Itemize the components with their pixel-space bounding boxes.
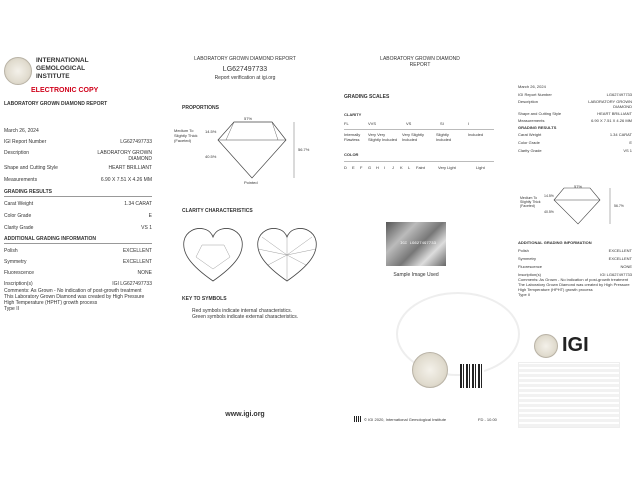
qr-code bbox=[460, 364, 484, 388]
proportions-title: PROPORTIONS bbox=[182, 105, 219, 111]
report-title: LABORATORY GROWN DIAMOND REPORT bbox=[4, 101, 108, 107]
website: www.igi.org bbox=[225, 411, 265, 418]
field-row: IGI Report Number LG627497733 bbox=[518, 92, 632, 97]
card-pavilion-pct: 40.5% bbox=[544, 210, 554, 214]
girdle-label: Medium To Slightly Thick (Faceted) bbox=[174, 128, 198, 143]
info-row: Polish EXCELLENT bbox=[4, 248, 152, 254]
card-logo-text: IGI bbox=[562, 334, 589, 356]
info-row: Inscription(s) IGI LG627497733 bbox=[4, 281, 152, 287]
key-line: Green symbols indicate external characteristics. bbox=[192, 314, 299, 320]
sample-inscription: IGI LG627497733 bbox=[400, 242, 437, 246]
culet-label: Pointed bbox=[244, 180, 258, 185]
color-scale: D E F G H I J K L Faint Very Light Light bbox=[344, 165, 485, 170]
igi-seal-logo bbox=[4, 57, 32, 85]
field-row: Measurements 6.90 X 7.51 X 4.26 MM bbox=[4, 177, 152, 183]
additional-title: ADDITIONAL GRADING INFORMATION bbox=[4, 236, 97, 242]
report-title: LABORATORY GROWN DIAMOND REPORT bbox=[194, 56, 296, 62]
card-girdle-label: Medium To Slightly Thick (Faceted) bbox=[520, 196, 541, 208]
additional-info bbox=[4, 248, 152, 288]
depth-pct: 56.7% bbox=[298, 147, 310, 152]
color-scale-label: COLOR bbox=[344, 152, 359, 157]
info-row: Fluorescence NONE bbox=[518, 264, 632, 269]
grading-results-title: GRADING RESULTS bbox=[4, 189, 52, 195]
grade-row: Clarity Grade VS 1 bbox=[4, 225, 152, 231]
grading-scales-title: GRADING SCALES bbox=[344, 94, 390, 100]
field-row: Shape and Cutting Style HEART BRILLIANT bbox=[518, 111, 632, 116]
field-row: Description LABORATORY GROWN DIAMOND bbox=[4, 150, 152, 162]
scale-rule bbox=[344, 129, 494, 130]
report-card bbox=[518, 78, 634, 428]
scale-rule bbox=[344, 161, 494, 162]
verification-text: Report verification at igi.org bbox=[214, 75, 276, 81]
sample-caption: Sample Image Used bbox=[393, 272, 439, 278]
divider bbox=[4, 196, 152, 197]
barcode bbox=[354, 416, 362, 422]
left-panel bbox=[0, 0, 160, 480]
institute-name: INTERNATIONAL GEMOLOGICAL INSTITUTE bbox=[36, 57, 89, 80]
card-grading-results bbox=[518, 132, 632, 156]
key-line: Red symbols indicate internal characteristics. bbox=[192, 308, 293, 314]
electronic-copy-label: ELECTRONIC COPY bbox=[31, 87, 99, 94]
info-row: Symmetry EXCELLENT bbox=[518, 256, 632, 261]
sample-diamond-image bbox=[386, 222, 446, 266]
field-row: Measurements 6.90 X 7.51 X 4.26 MM bbox=[518, 118, 632, 123]
info-row: Fluorescence NONE bbox=[4, 270, 152, 276]
clarity-scale-label: CLARITY bbox=[344, 112, 362, 117]
key-to-symbols-title: KEY TO SYMBOLS bbox=[182, 296, 227, 302]
clarity-descriptions: Internally Flawless Very Very Slightly Included Very Slightly Included Slightly Included Included bbox=[344, 132, 484, 142]
report-number: LG627497733 bbox=[222, 66, 268, 73]
report-title: LABORATORY GROWN DIAMOND REPORT bbox=[380, 56, 460, 68]
card-igi-seal bbox=[534, 334, 558, 358]
crown-pct: 14.5% bbox=[205, 129, 217, 134]
clarity-title: CLARITY CHARACTERISTICS bbox=[182, 208, 253, 214]
report-fields bbox=[4, 139, 152, 187]
form-code: FD - 10.00 bbox=[478, 417, 497, 422]
right-panel bbox=[340, 0, 510, 480]
report-date: March 26, 2024 bbox=[4, 128, 39, 134]
grade-row: Color Grade E bbox=[4, 213, 152, 219]
seal-of-quality bbox=[412, 352, 448, 388]
card-date: March 26, 2024 bbox=[518, 84, 546, 89]
card-depth-pct: 56.7% bbox=[614, 204, 624, 208]
grade-row: Carat Weight 1.34 CARAT bbox=[518, 132, 632, 137]
field-row: Description LABORATORY GROWN DIAMOND bbox=[518, 99, 632, 109]
card-crown-pct: 14.5% bbox=[544, 194, 554, 198]
middle-panel bbox=[170, 0, 320, 480]
card-additional-info bbox=[518, 248, 632, 280]
field-row: IGI Report Number LG627497733 bbox=[4, 139, 152, 145]
card-table-pct: 57% bbox=[574, 184, 583, 189]
divider bbox=[4, 243, 152, 244]
field-row: Shape and Cutting Style HEART BRILLIANT bbox=[4, 165, 152, 171]
card-fine-print-block bbox=[518, 362, 620, 428]
info-row: Polish EXCELLENT bbox=[518, 248, 632, 253]
grading-results bbox=[4, 201, 152, 235]
table-pct: 57% bbox=[244, 116, 253, 121]
info-row: Symmetry EXCELLENT bbox=[4, 259, 152, 265]
card-additional-title: ADDITIONAL GRADING INFORMATION bbox=[518, 240, 592, 245]
pavilion-pct: 40.5% bbox=[205, 154, 217, 159]
comments: Comments: As Grown - No indication of post-growth treatment This Laboratory Grown Diamond was created by High Pressure High Temperature (HPHT) growth process Type II bbox=[4, 288, 145, 312]
grade-row: Color Grade E bbox=[518, 140, 632, 145]
clarity-scale: FL VVS VS SI I bbox=[344, 121, 470, 126]
grade-row: Clarity Grade VS 1 bbox=[518, 148, 632, 153]
heart-plot-pavilion bbox=[254, 225, 320, 285]
grade-row: Carat Weight 1.34 CARAT bbox=[4, 201, 152, 207]
heart-plot-crown bbox=[180, 225, 246, 285]
info-row: Inscription(s) IGI LG627497733 bbox=[518, 272, 632, 277]
copyright: © IGI 2020, International Gemological Institute bbox=[364, 417, 447, 422]
card-comments: Comments: As Grown - No indication of post-growth treatment The Laboratory Grown Diamond was created by High Pressure High Temperature (HPHT) growth process Type II bbox=[518, 277, 630, 297]
card-grading-title: GRADING RESULTS bbox=[518, 125, 557, 130]
